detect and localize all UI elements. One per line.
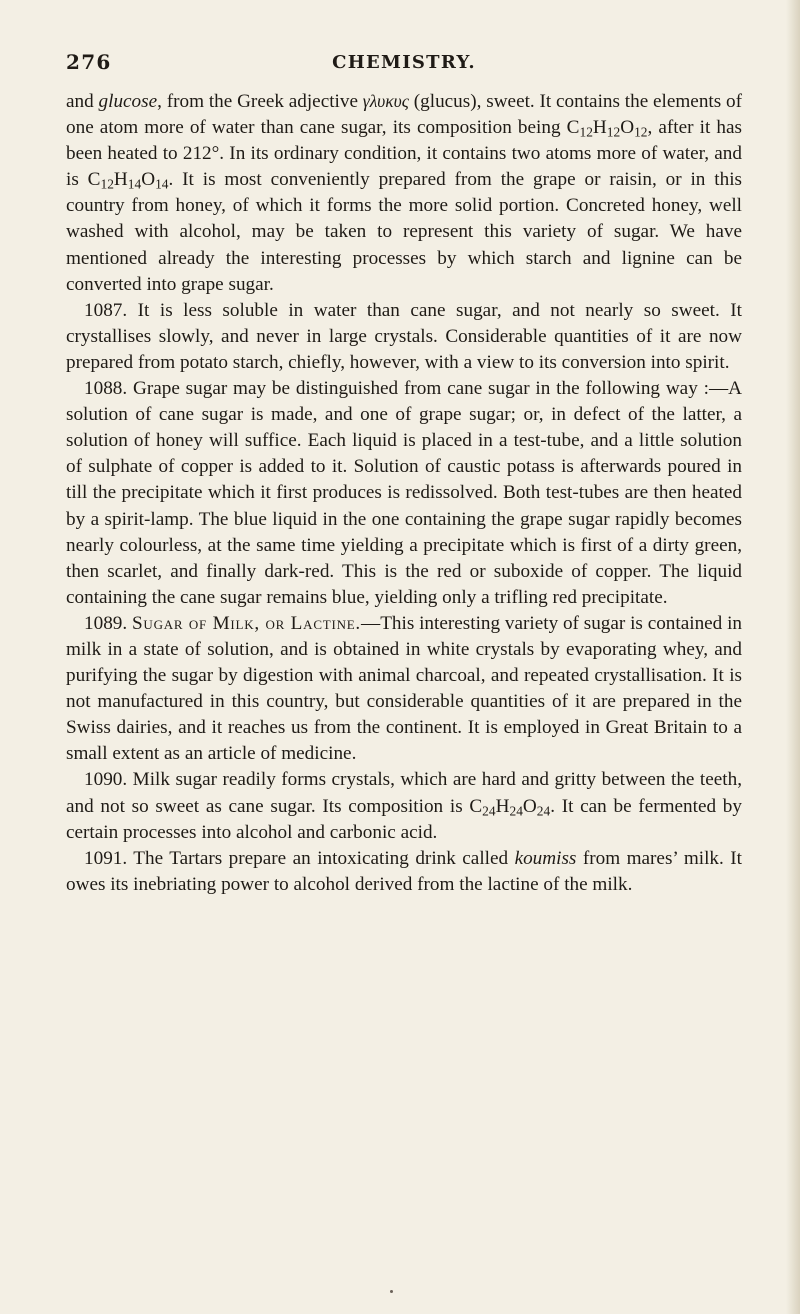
running-head: CHEMISTRY. (332, 52, 476, 73)
page-edge-shadow (786, 0, 800, 1314)
page-body (66, 88, 742, 898)
paragraph-1087: 1087. It is less soluble in water than cane sugar, and not nearly so sweet. It crystallises slowly, and never in large crystals. Considerable quantities of it are now prepared from potato starch, chiefly, however, with a view to its conversion into spirit. (66, 299, 742, 373)
paragraph-glucose: and glucose, from the Greek adjective γλυκυς (glucus), sweet. It contains the elements of one atom more of water than cane sugar, its composition being $C_{12}H_{12}O_{12}$, after it has been heated to 212°. In its ordinary condition, it contains two atoms more of water, and is $C_{12}H_{14}O_{14}$. It is most conveniently prepared from the grape or raisin, or in this country from honey, of which it forms the more solid portion. Concreted honey, well washed with alcohol, may be taken to represent this variety of sugar. We have mentioned already the interesting processes by which starch and lignine can be converted into grape sugar. (66, 91, 743, 295)
term-koumiss: koumiss (514, 847, 577, 869)
paragraph-1088: 1088. Grape sugar may be distinguished from cane sugar in the following way :—A solution of cane sugar is made, and one of grape sugar; or, in defect of the latter, a solution of honey will suffice. Each liquid is placed in a test-tube, and a little solution of sulphate of copper is added to it. Solution of caustic potass is afterwards poured in till the precipitate which it first produces is redissolved. Both test-tubes are then heated by a spirit-lamp. The blue liquid in the one containing the grape sugar rapidly becomes nearly colourless, at the same time yielding a precipitate which is first of a dirty green, then scarlet, and finally dark-red. This is the red or suboxide of copper. The liquid containing the cane sugar remains blue, yielding only a trifling red precipitate. (66, 378, 742, 608)
term-glucose: glucose (98, 91, 158, 112)
paragraph-1091: 1091. The Tartars prepare an intoxicating drink called koumiss from mares’ milk. It owes its inebriating power to alcohol derived from the lactine of the milk. (66, 847, 742, 895)
paragraph-1090: 1090. Milk sugar readily forms crystals, which are hard and gritty between the teeth, and not so sweet as cane sugar. Its composition is $C_{24}H_{24}O_{24}$. It can be fermented by certain processes into alcohol and carbonic acid. (66, 769, 742, 843)
greek-word: γλυκυς (362, 91, 409, 111)
page-header (66, 50, 742, 80)
ink-speck (390, 1290, 393, 1293)
page-number: 276 (66, 50, 112, 74)
book-page (66, 50, 742, 898)
paragraph-1089: 1089. Sugar of Milk, or Lactine.—This interesting variety of sugar is contained in milk in a state of solution, and is obtained in white crystals by evaporating whey, and purifying the sugar by digestion with animal charcoal, and repeated crystallisation. It is not manufactured in this country, but considerable quantities of it are prepared in the Swiss dairies, and it reaches us from the continent. It is employed in Great Britain to a small extent as an article of medicine. (66, 612, 742, 765)
section-heading-lactine: Sugar of Milk, or Lactine. (131, 612, 361, 634)
